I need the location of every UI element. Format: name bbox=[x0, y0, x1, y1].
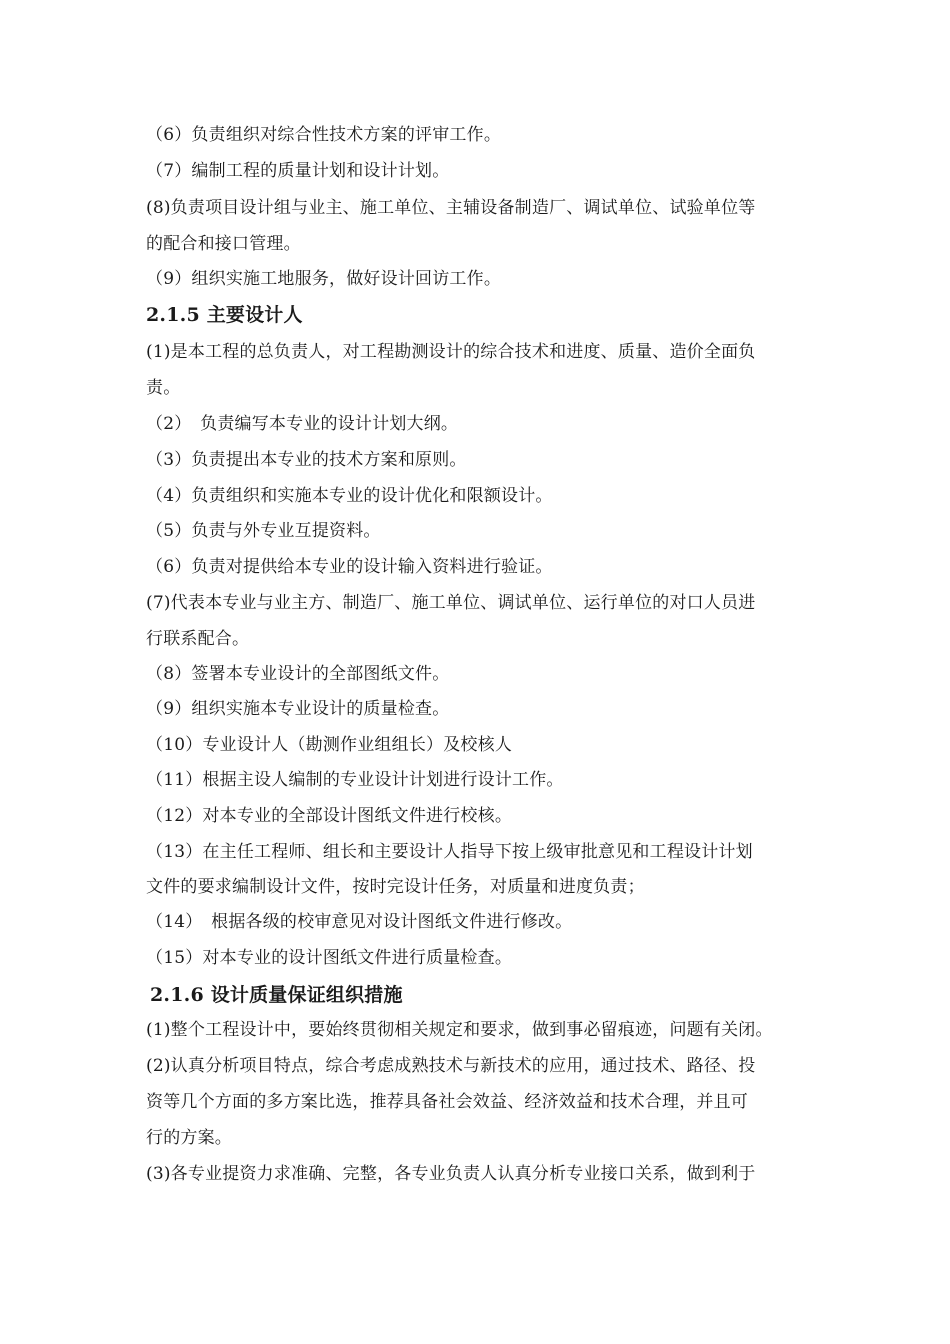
paragraph-line: （9）组织实施工地服务，做好设计回访工作。 bbox=[146, 269, 502, 289]
paragraph-line: （10）专业设计人（勘测作业组组长）及校核人 bbox=[146, 735, 513, 755]
paragraph-line: （3）负责提出本专业的技术方案和原则。 bbox=[146, 450, 467, 470]
paragraph-line: （11）根据主设人编制的专业设计计划进行设计工作。 bbox=[146, 770, 564, 790]
paragraph-line: 责。 bbox=[146, 378, 181, 398]
paragraph-line: （6）负责对提供给本专业的设计输入资料进行验证。 bbox=[146, 557, 553, 577]
paragraph-line: (3)各专业提资力求准确、完整，各专业负责人认真分析专业接口关系，做到利于 bbox=[146, 1164, 756, 1184]
section-heading-2-1-6: 2.1.6 设计质量保证组织措施 bbox=[150, 984, 403, 1006]
paragraph-line: (2)认真分析项目特点，综合考虑成熟技术与新技术的应用，通过技术、路径、投 bbox=[146, 1056, 756, 1076]
paragraph-line: 资等几个方面的多方案比选，推荐具备社会效益、经济效益和技术合理，并且可 bbox=[146, 1092, 748, 1112]
paragraph-line: （12）对本专业的全部设计图纸文件进行校核。 bbox=[146, 806, 513, 826]
paragraph-line: 的配合和接口管理。 bbox=[146, 234, 301, 254]
paragraph-line: (1)是本工程的总负责人，对工程勘测设计的综合技术和进度、质量、造价全面负 bbox=[146, 342, 756, 362]
paragraph-line: （4）负责组织和实施本专业的设计优化和限额设计。 bbox=[146, 486, 553, 506]
paragraph-line: (8)负责项目设计组与业主、施工单位、主辅设备制造厂、调试单位、试验单位等 bbox=[146, 198, 756, 218]
paragraph-line: （15）对本专业的设计图纸文件进行质量检查。 bbox=[146, 948, 513, 968]
paragraph-line: 文件的要求编制设计文件，按时完设计任务，对质量和进度负责； bbox=[146, 877, 645, 897]
paragraph-line: 行的方案。 bbox=[146, 1128, 232, 1148]
paragraph-line: （13）在主任工程师、组长和主要设计人指导下按上级审批意见和工程设计计划 bbox=[146, 842, 753, 862]
section-heading-2-1-5: 2.1.5 主要设计人 bbox=[146, 304, 303, 326]
paragraph-line: (7)代表本专业与业主方、制造厂、施工单位、调试单位、运行单位的对口人员进 bbox=[146, 593, 756, 613]
paragraph-line: （8）签署本专业设计的全部图纸文件。 bbox=[146, 664, 450, 684]
paragraph-line: （6）负责组织对综合性技术方案的评审工作。 bbox=[146, 125, 502, 145]
paragraph-line: （2） 负责编写本专业的设计计划大纲。 bbox=[146, 414, 459, 434]
paragraph-line: 行联系配合。 bbox=[146, 629, 250, 649]
paragraph-line: （14） 根据各级的校审意见对设计图纸文件进行修改。 bbox=[146, 912, 573, 932]
paragraph-line: （7）编制工程的质量计划和设计计划。 bbox=[146, 161, 450, 181]
paragraph-line: （5）负责与外专业互提资料。 bbox=[146, 521, 381, 541]
paragraph-line: （9）组织实施本专业设计的质量检查。 bbox=[146, 699, 450, 719]
paragraph-line: (1)整个工程设计中，要始终贯彻相关规定和要求，做到事必留痕迹，问题有关闭。 bbox=[146, 1020, 773, 1040]
